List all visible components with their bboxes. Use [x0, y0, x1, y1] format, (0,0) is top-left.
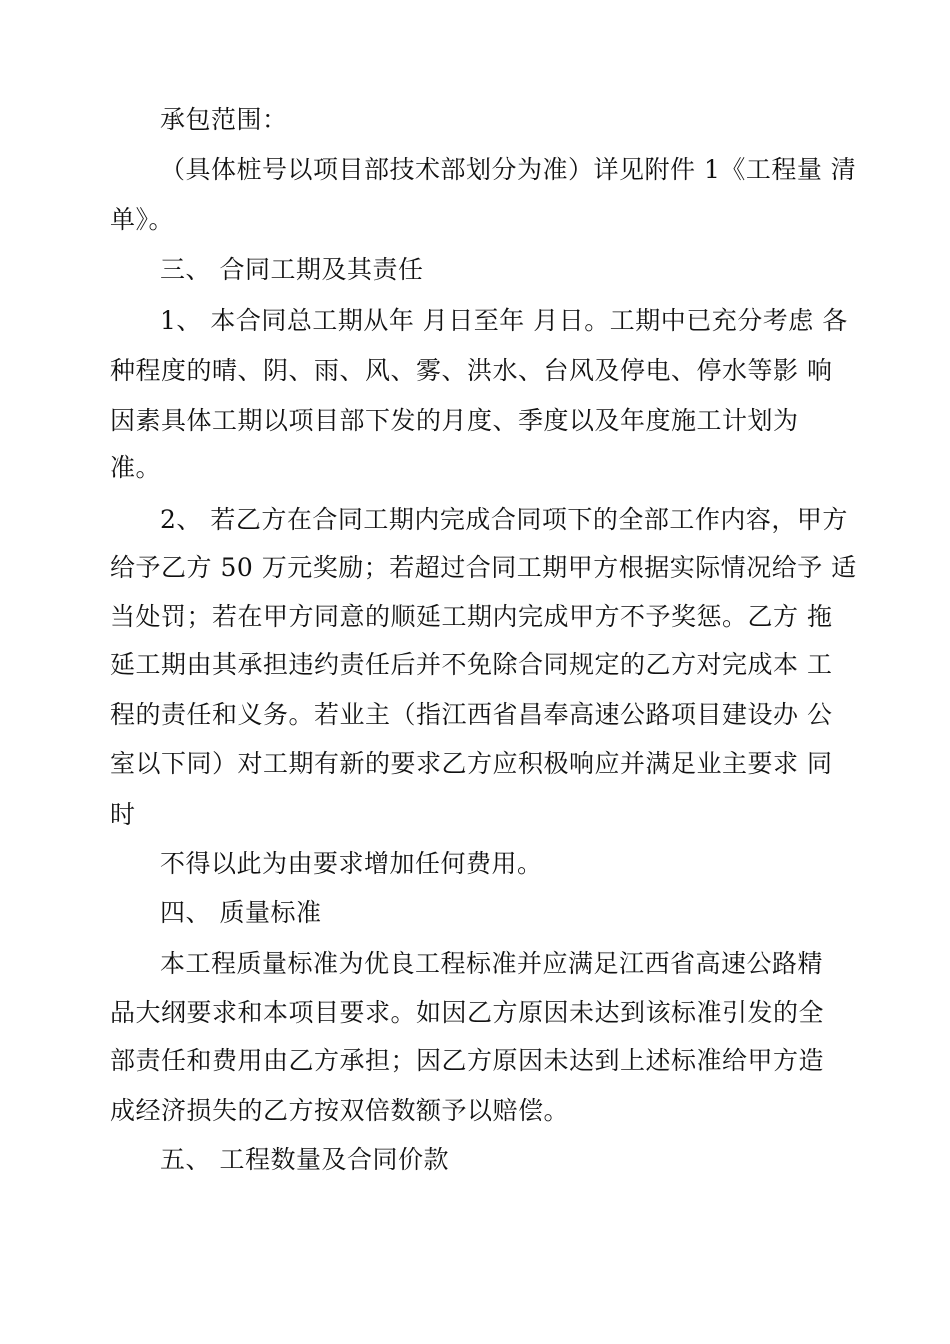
text-line: 给予乙方 50 万元奖励；若超过合同工期甲方根据实际情况给予 适 [110, 553, 857, 582]
text-line: 时 [110, 800, 136, 829]
text-line: 承包范围： [160, 105, 288, 134]
section-heading: 三、 合同工期及其责任 [160, 255, 424, 284]
text-line: 2、 若乙方在合同工期内完成合同项下的全部工作内容，甲方 [160, 505, 848, 534]
text-line: 因素具体工期以项目部下发的月度、季度以及年度施工计划为 [110, 406, 799, 435]
section-heading: 五、 工程数量及合同价款 [160, 1145, 449, 1174]
text-line: 延工期由其承担违约责任后并不免除合同规定的乙方对完成本 工 [110, 650, 833, 679]
text-line: 种程度的晴、阴、雨、风、雾、洪水、台风及停电、停水等影 响 [110, 356, 833, 385]
text-line: 准。 [110, 453, 162, 482]
section-heading: 四、 质量标准 [160, 898, 322, 927]
text-line: 品大纲要求和本项目要求。如因乙方原因未达到该标准引发的全 [110, 998, 825, 1027]
text-line: 当处罚；若在甲方同意的顺延工期内完成甲方不予奖惩。乙方 拖 [110, 602, 833, 631]
text-line: 本工程质量标准为优良工程标准并应满足江西省高速公路精 [160, 949, 824, 978]
text-line: （具体桩号以项目部技术部划分为准）详见附件 1《工程量 清 [160, 155, 857, 184]
text-line: 成经济损失的乙方按双倍数额予以赔偿。 [110, 1096, 570, 1125]
text-line: 程的责任和义务。若业主（指江西省昌奉高速公路项目建设办 公 [110, 700, 833, 729]
text-line: 1、 本合同总工期从年 月日至年 月日。工期中已充分考虑 各 [160, 306, 848, 335]
text-line: 部责任和费用由乙方承担；因乙方原因未达到上述标准给甲方造 [110, 1046, 825, 1075]
text-line: 不得以此为由要求增加任何费用。 [160, 849, 543, 878]
text-line: 室以下同）对工期有新的要求乙方应积极响应并满足业主要求 同 [110, 749, 833, 778]
text-line: 单》。 [110, 205, 175, 234]
